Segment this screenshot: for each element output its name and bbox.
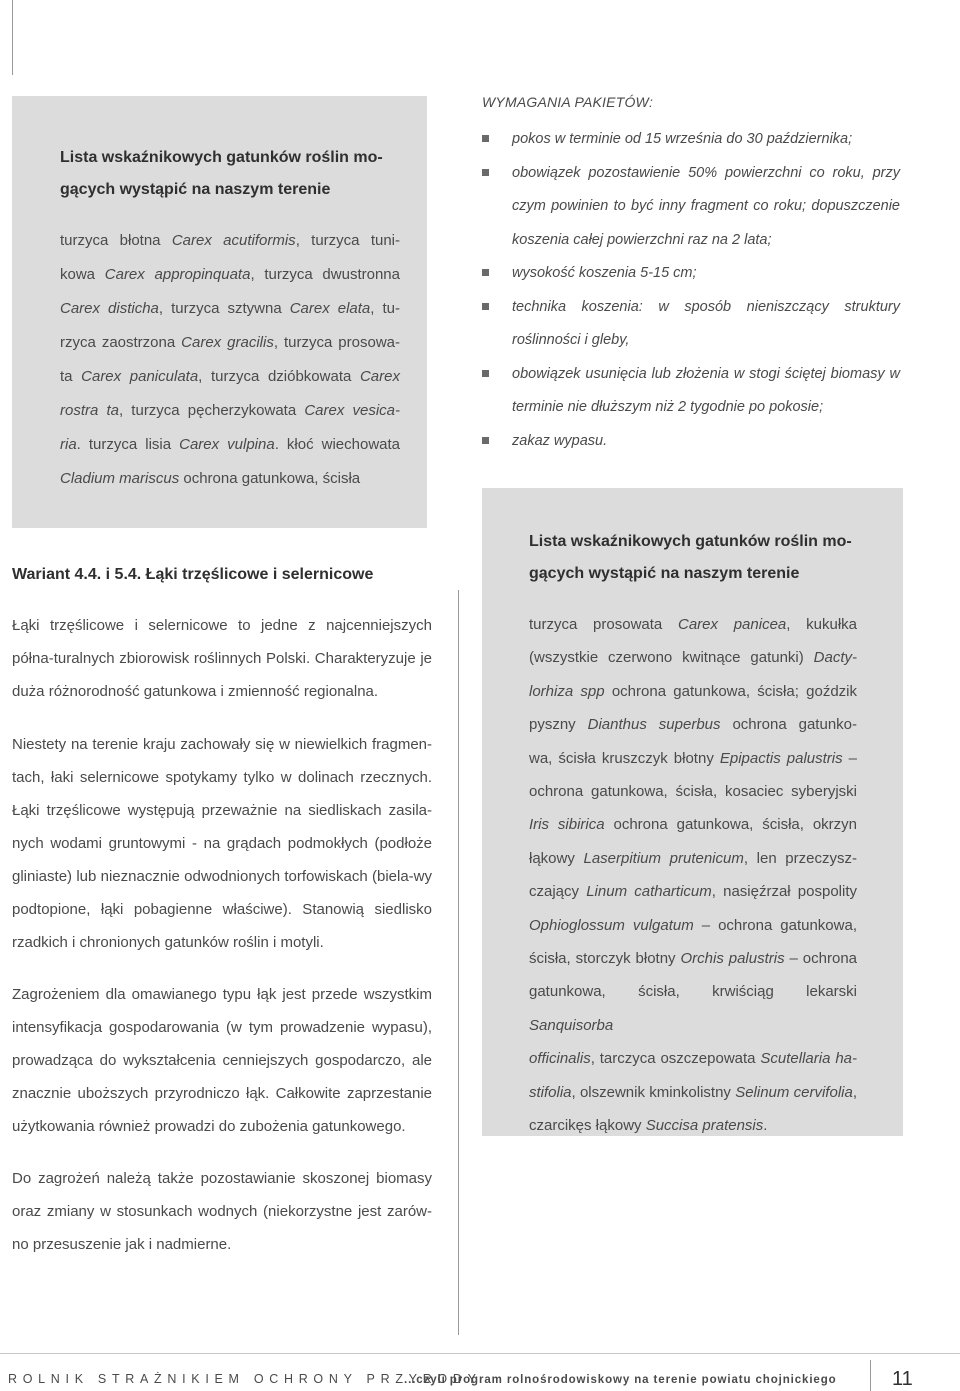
requirement-item: pokos w terminie od 15 września do 30 października; (482, 123, 900, 157)
paragraph-2: Niestety na terenie kraju zachowały się w niewielkich fragmen-tach, łaki selernicowe spotykamy tylko w dolinach rzecznych. Łąki trzęślicowe występują przeważnie na siedliskach zasila-nych wodami gruntowymi - na grądach podmokłych (podłoże gliniaste) lub nieznacznie odwodnionych torfowiskach (biela-wy podtopione, łąki pobagienne właściwe). Stanowią siedlisko rzadkich i chronionych gatunków roślin i motyli. (12, 736, 432, 951)
bullet-icon (482, 135, 489, 142)
species-name: Carex acutiformis (171, 232, 296, 249)
bullet-icon (482, 169, 489, 176)
paragraph-4: Do zagrożeń należą także pozostawianie skoszonej biomasy oraz zmiany w stosunkach wodnych (niekorzystne jest zarów-no przesuszenie jak i nadmierne. (12, 1170, 432, 1253)
species-line: Cladium mariscus ochrona gatunkowa, ścisła (60, 470, 361, 487)
species-name: Dianthus superbus (587, 716, 721, 734)
species-name: Orchis palustris (680, 950, 785, 968)
footer-subtitle: ...czyli program rolnośrodowiskowy na terenie powiatu chojnickiego (404, 1374, 837, 1386)
species-name: Selinum cervifolia (735, 1083, 853, 1101)
species-name: stifolia (529, 1083, 572, 1101)
paragraph-3: Zagrożeniem dla omawianego typu łąk jest przede wszystkim intensyfikacja gospodarowania (w tym prowadzenie wypasu), prowadząca do wykształcenia cenniejszych gospodarczo, ale znacznie uboższych przyrodniczo łąk. Całkowite zaprzestanie użytkowania również prowadzi do zubożenia gatunkowego. (12, 986, 432, 1135)
bullet-icon (482, 370, 489, 377)
species-list-text-right (529, 608, 857, 1143)
page-footer (0, 1352, 960, 1391)
species-line: czarcikęs łąkowy Succisa pratensis. (529, 1117, 768, 1135)
species-name: Carex paniculata (81, 368, 199, 385)
species-line: turzyca prosowata Carex panicea, kukułka (529, 616, 858, 633)
species-line: ta Carex paniculata, turzyca dzióbkowata Carex (60, 368, 400, 385)
footer-separator (870, 1360, 871, 1391)
species-name: Dacty- (813, 649, 857, 667)
bullet-icon (482, 437, 489, 444)
species-name: Iris sibirica (529, 816, 605, 834)
species-name: Carex elata (289, 300, 371, 317)
species-name: Cladium mariscus (60, 470, 180, 487)
species-list-title-right: Lista wskaźnikowych gatunków roślin mo- gących wystąpić na naszym terenie (529, 533, 852, 582)
species-line: officinalis, tarczyca oszczepowata Scutellaria ha- (529, 1050, 857, 1068)
species-name: Epipactis palustris (719, 749, 843, 767)
species-line: Ophioglossum vulgatum – ochrona gatunkowa, (529, 916, 857, 934)
page-number: 11 (892, 1368, 913, 1390)
bullet-icon (482, 269, 489, 276)
species-name: ria (60, 436, 77, 453)
species-line: kowa Carex appropinquata, turzyca dwustronna (60, 266, 400, 283)
species-name: Scutellaria ha- (760, 1050, 857, 1068)
species-line: łąkowy Laserpitium prutenicum, len przeczysz- (529, 849, 857, 867)
requirement-item: obowiązek pozostawienie 50% powierzchni co roku, przy czym powinien to być inny fragment co roku; dopuszczenie koszenia całej powierzchni raz na 2 lata; (482, 157, 900, 258)
species-line: gatunkowa, ścisła, krwiściąg lekarski Sanquisorba (529, 983, 857, 1034)
species-line: pyszny Dianthus superbus ochrona gatunko- (529, 716, 858, 734)
requirements-list (482, 123, 900, 458)
species-line: turzyca błotna Carex acutiformis, turzyca tuni- (60, 232, 400, 249)
species-name: Ophioglossum vulgatum (529, 916, 694, 934)
species-line: wa, ścisła kruszczyk błotny Epipactis palustris – (529, 749, 858, 767)
species-name: Carex vulpina (179, 436, 275, 453)
species-line: lorhiza spp ochrona gatunkowa, ścisła; goździk (529, 682, 857, 700)
species-name: Carex (359, 368, 400, 385)
species-line: Carex disticha, turzyca sztywna Carex elata, tu- (60, 300, 400, 317)
requirements-heading: WYMAGANIA PAKIETÓW: (482, 94, 654, 110)
species-name: lorhiza spp (529, 682, 605, 700)
species-line: stifolia, olszewnik kminkolistny Selinum cervifolia, (529, 1083, 857, 1101)
section-heading: Wariant 4.4. i 5.4. Łąki trzęślicowe i selernicowe (12, 566, 374, 583)
species-line: rostra ta, turzyca pęcherzykowata Carex vesica- (60, 402, 400, 419)
species-line: czający Linum catharticum, nasięźrzał pospolity (529, 883, 858, 901)
species-name: Carex vesica- (304, 402, 400, 419)
species-list-text-left (60, 224, 400, 496)
species-name: Carex panicea (677, 616, 787, 633)
species-name: Succisa pratensis (645, 1117, 764, 1135)
species-line: Iris sibirica ochrona gatunkowa, ścisła, okrzyn (529, 816, 858, 834)
species-name: Sanquisorba (529, 1016, 614, 1034)
species-name: officinalis (529, 1050, 591, 1068)
species-name: Carex appropinquata (104, 266, 251, 283)
species-name: Carex disticha (60, 300, 159, 317)
species-name: Linum catharticum (586, 883, 712, 901)
requirement-item: zakaz wypasu. (482, 425, 900, 459)
column-divider (458, 590, 459, 1335)
footer-series-title: ROLNIK STRAŻNIKIEM OCHRONY PRZYRODY (8, 1372, 482, 1386)
top-left-rule (12, 0, 13, 75)
species-line: ria. turzyca lisia Carex vulpina. kłoć wiechowata (60, 436, 401, 453)
species-line: ochrona gatunkowa, ścisła, kosaciec syberyjski (529, 783, 857, 801)
bullet-icon (482, 303, 489, 310)
species-list-title-left: Lista wskaźnikowych gatunków roślin mo- gących wystąpić na naszym terenie (60, 149, 383, 198)
species-line: (wszystkie czerwono kwitnące gatunki) Dacty- (529, 649, 857, 667)
species-line: ścisła, storczyk błotny Orchis palustris – ochrona (529, 950, 858, 968)
species-name: rostra ta (60, 402, 119, 419)
species-name: Carex gracilis (181, 334, 274, 351)
requirement-item: obowiązek usunięcia lub złożenia w stogi ściętej biomasy w terminie nie dłuższym niż 2 tygodnie po pokosie; (482, 358, 900, 425)
species-name: Laserpitium prutenicum (583, 849, 744, 867)
requirement-item: wysokość koszenia 5-15 cm; (482, 257, 900, 291)
paragraph-1: Łąki trzęślicowe i selernicowe to jedne z najcenniejszych półna-turalnych zbiorowisk roślinnych Polski. Charakteryzuje je duża różnorodność gatunkowa i zmienność regionalna. (12, 617, 432, 700)
footer-rule (0, 1353, 960, 1354)
requirement-item: technika koszenia: w sposób nieniszczący struktury roślinności i gleby, (482, 291, 900, 358)
species-line: rzyca zaostrzona Carex gracilis, turzyca prosowa- (60, 334, 401, 351)
